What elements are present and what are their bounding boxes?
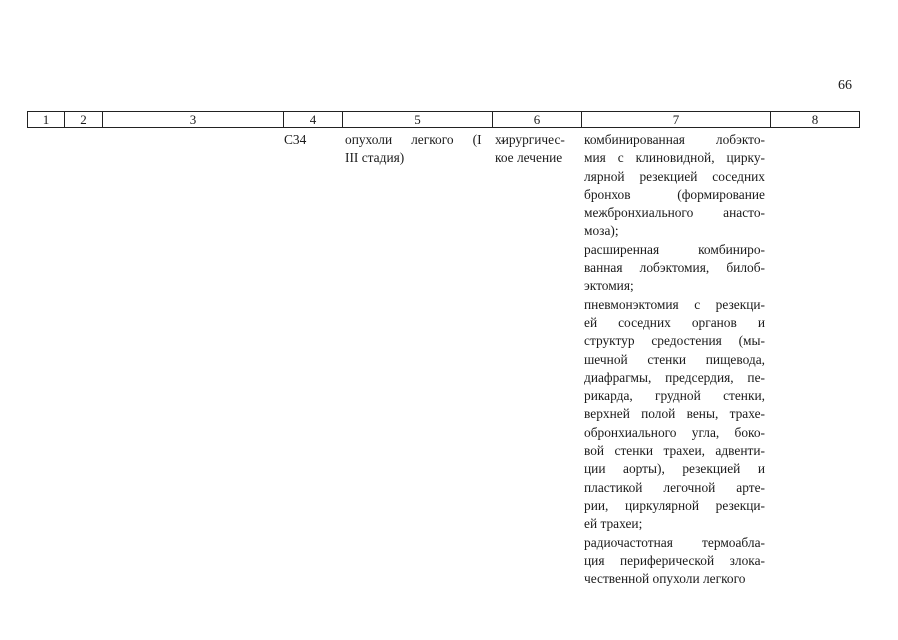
treatment-method-line: комбинированная лобэкто-: [584, 132, 765, 147]
treatment-method-line: шечной стенки пищевода,: [584, 351, 765, 367]
treatment-method-line: ванная лобэктомия, билоб-: [584, 260, 765, 276]
treatment-line: кое лечение: [495, 150, 563, 166]
treatment-method-line: ей соседних органов и: [584, 314, 765, 330]
treatment-method-line: пневмонэктомия с резекци-: [584, 296, 765, 312]
document-table: [27, 111, 860, 587]
diagnosis-line: III стадия): [345, 150, 405, 166]
column-header-3: 3: [103, 112, 284, 127]
table-header-row: [27, 111, 860, 128]
treatment-method-line: мия с клиновидной, цирку-: [584, 150, 765, 166]
diagnosis-line: опухоли легкого (I -: [345, 132, 505, 147]
treatment-method-line: бронхов (формирование: [584, 186, 765, 202]
diagnosis-code: С34: [284, 132, 307, 147]
treatment-method-line: радиочастотная термоабла-: [584, 534, 765, 550]
treatment-method-line: ей трахеи;: [584, 516, 643, 532]
treatment-method-line: структур средостения (мы-: [584, 333, 765, 349]
treatment-methods-cell: [584, 131, 765, 588]
treatment-method-line: лярной резекцией соседних: [584, 168, 765, 184]
treatment-method-line: ция периферической злока-: [584, 552, 765, 568]
treatment-method-line: вой стенки трахеи, адвенти-: [584, 443, 765, 459]
treatment-method-line: верхней полой вены, трахе-: [584, 406, 765, 422]
treatment-method-line: рикарда, грудной стенки,: [584, 388, 765, 404]
treatment-type-cell: [495, 131, 575, 168]
column-header-4: 4: [284, 112, 343, 127]
treatment-method-line: диафрагмы, предсердия, пе-: [584, 369, 765, 385]
column-header-8: 8: [811, 112, 819, 127]
treatment-method-line: межбронхиального анасто-: [584, 205, 765, 221]
column-header-2: 2: [65, 112, 103, 127]
treatment-method-line: моза);: [584, 223, 619, 239]
treatment-method-line: чественной опухоли легкого: [584, 571, 746, 587]
column-header-5: 5: [343, 112, 493, 127]
treatment-method-line: расширенная комбиниро-: [584, 241, 765, 257]
column-header-1: 1: [28, 112, 65, 127]
treatment-method-line: пластикой легочной арте-: [584, 479, 765, 495]
column-header-6: 6: [493, 112, 582, 127]
column-header-7: 7: [582, 112, 771, 127]
treatment-method-line: обронхиального угла, боко-: [584, 424, 765, 440]
treatment-method-line: ции аорты), резекцией и: [584, 461, 765, 477]
table-row: [27, 128, 860, 587]
treatment-line: хирургичес-: [495, 132, 565, 147]
page-number: 66: [838, 78, 852, 93]
treatment-method-line: рии, циркулярной резекци-: [584, 497, 765, 513]
diagnosis-cell: [345, 131, 505, 168]
treatment-method-line: эктомия;: [584, 278, 634, 294]
